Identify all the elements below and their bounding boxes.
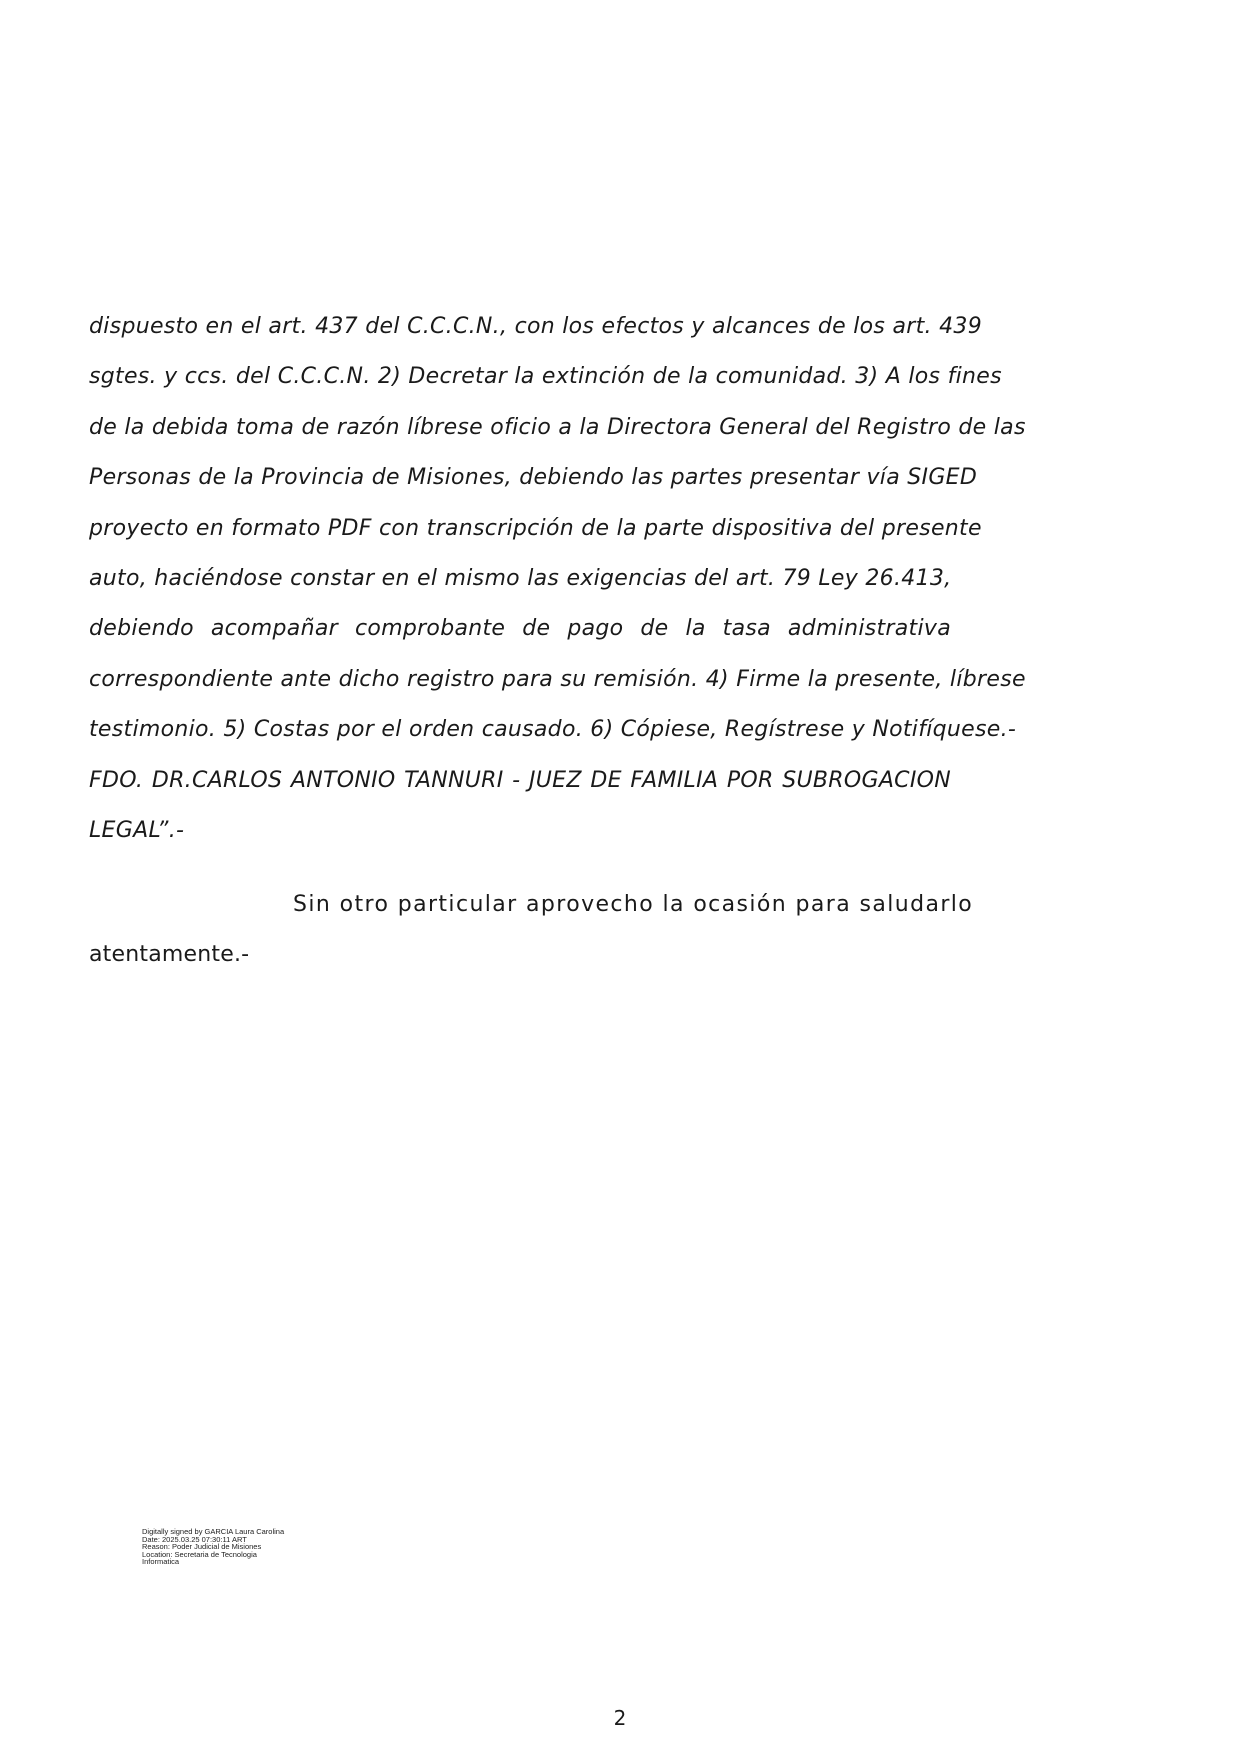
body-line: LEGAL”.-	[89, 817, 185, 843]
body-line: auto, haciéndose constar en el mismo las exigencias del art. 79 Ley 26.413,	[89, 565, 952, 591]
signature-signed-by: Digitally signed by GARCIA Laura Carolina	[142, 1527, 285, 1536]
signature-location-cont: Informatica	[142, 1557, 180, 1566]
body-line: Personas de la Provincia de Misiones, debiendo las partes presentar vía SIGED	[89, 465, 978, 491]
closing-line: atentamente.-	[89, 942, 250, 968]
body-line: dispuesto en el art. 437 del C.C.C.N., con los efectos y alcances de los art. 439	[89, 314, 982, 339]
body-line: correspondiente ante dicho registro para su remisión. 4) Firme la presente, líbrese	[89, 666, 1026, 692]
body-paragraph	[89, 302, 1026, 856]
body-line: FDO. DR.CARLOS ANTONIO TANNURI - JUEZ DE FAMILIA POR SUBROGACION	[89, 767, 951, 793]
digital-signature-block	[142, 1528, 362, 1566]
body-line: proyecto en formato PDF con transcripción de la parte dispositiva del presente	[89, 515, 982, 541]
signature-location: Location: Secretaria de Tecnologia	[142, 1549, 257, 1559]
body-line: de la debida toma de razón líbrese oficio a la Directora General del Registro de las	[89, 414, 1026, 440]
body-line: sgtes. y ccs. del C.C.C.N. 2) Decretar la extinción de la comunidad. 3) A los fines	[89, 364, 1002, 390]
body-line: testimonio. 5) Costas por el orden causado. 6) Cópiese, Regístrese y Notifíquese.-	[89, 717, 1017, 743]
closing-paragraph	[89, 880, 974, 981]
closing-line: Sin otro particular aprovecho la ocasión para saludarlo	[293, 892, 974, 917]
body-line: debiendo acompañar comprobante de pago de la tasa administrativa	[89, 616, 951, 642]
signature-date: Date: 2025.03.25 07:30:11 ART	[142, 1534, 247, 1544]
page-number: 2	[613, 1706, 627, 1730]
signature-reason: Reason: Poder Judicial de Misiones	[142, 1542, 262, 1551]
